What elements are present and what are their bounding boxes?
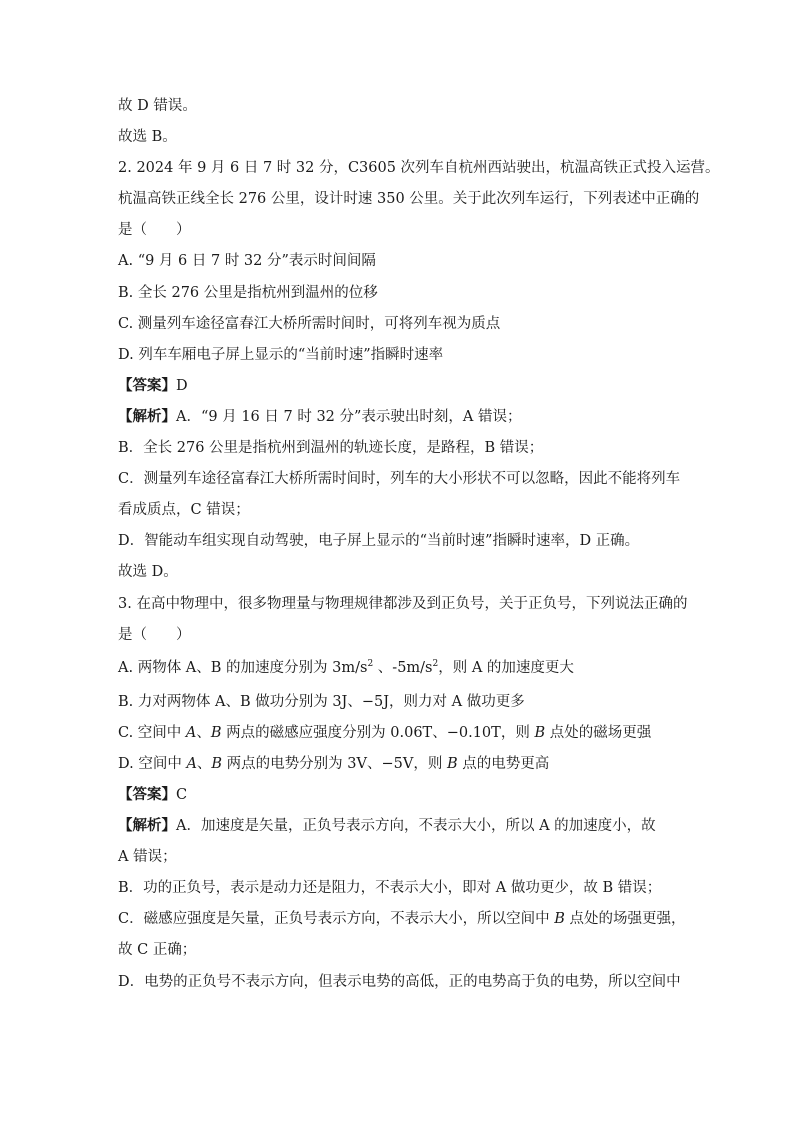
option-c-point-b: B [210,724,222,741]
question-3-analysis-5: 故 C 正确； [118,942,197,959]
analysis-label: 【解析】 [118,407,176,425]
option-d-text-end: 点的电势更高 [457,755,550,772]
option-c-text-mid: 两点的磁感应强度分别为 0.06T、−0.10T，则 [221,724,535,741]
document-page [118,96,720,1003]
answer-label: 【答案】 [118,785,176,803]
question-2-option-d: D. 列车车厢电子屏上显示的“当前时速”指瞬时速率 [118,346,444,363]
answer-label: 【答案】 [118,376,176,394]
question-3-analysis-4 [118,909,688,940]
analysis-text-end: 点处的场强更强， [564,911,686,928]
question-3-answer [118,785,688,816]
option-d-point-b: B [211,755,223,772]
option-d-text-mid: 两点的电势分别为 3V、−5V，则 [222,755,447,772]
option-a-text-end: ，则 A 的加速度更大 [438,659,574,676]
question-3-option-a [118,656,688,692]
question-3-option-c [118,723,688,754]
question-3-analysis-2: A 错误； [118,849,177,866]
question-3-analysis-6: D．电势的正负号不表示方向，但表示电势的高低，正的电势高于负的电势，所以空间中 [118,973,681,990]
question-2-analysis-4: 看成质点，C 错误； [118,502,250,519]
question-2-option-b: B. 全长 276 公里是指杭州到温州的位移 [118,284,378,301]
analysis-text: A．加速度是矢量，正负号表示方向，不表示大小，所以 A 的加速度小，故 [176,818,656,835]
text-line-1: 故 D 错误。 [118,98,197,114]
option-c-point-a: A [185,724,197,741]
analysis-text: C．磁感应强度是矢量，正负号表示方向，不表示大小，所以空间中 [118,911,555,928]
question-2-analysis-1 [118,407,688,438]
question-2-option-a: A. “9 月 6 日 7 时 32 分”表示时间间隔 [118,253,376,270]
option-c-text-end: 点处的磁场更强 [545,724,652,741]
question-2-stem-3: 是（ ） [118,222,191,239]
question-2-stem-2: 杭温高铁正线全长 276 公里，设计时速 350 公里。关于此次列车运行，下列表述中正确的 [118,191,700,208]
option-d-sep: 、 [196,755,212,772]
question-3-stem-2: 是（ ） [118,626,191,643]
analysis-point-b: B [554,911,565,928]
option-c-text: C. 空间中 [118,724,186,741]
question-2-option-c: C. 测量列车途径富春江大桥所需时间时，可将列车视为质点 [118,315,501,332]
question-3-stem-1: 3. 在高中物理中，很多物理量与物理规律都涉及到正负号，关于正负号，下列说法正确的 [118,595,688,612]
question-3-option-d [118,754,688,785]
option-a-exponent-1: 2 [367,658,374,669]
question-3-option-b: B. 力对两物体 A、B 做功分别为 3J、−5J，则力对 A 做功更多 [118,693,525,710]
option-d-point-a: A [186,755,197,772]
answer-value: D [176,377,188,394]
question-2-analysis-3: C．测量列车途径富春江大桥所需时间时，列车的大小形状不可以忽略，因此不能将列车 [118,471,681,488]
question-2-answer [118,376,688,407]
question-3-analysis-3: B．功的正负号，表示是动力还是阻力，不表示大小，即对 A 做功更少，故 B 错误； [118,880,662,897]
option-a-text-mid: 、-5m/s [373,659,433,676]
question-2-conclusion: 故选 D。 [118,564,178,581]
text-line-2: 故选 B。 [118,129,177,146]
option-a-text: A. 两物体 A、B 的加速度分别为 3m/s [118,659,368,676]
question-2-stem-1: 2. 2024 年 9 月 6 日 7 时 32 分，C3605 次列车自杭州西站驶出，杭温高铁正式投入运营。 [118,160,720,177]
option-a-exponent-2: 2 [432,658,439,669]
answer-value: C [176,786,188,803]
question-3-analysis-1 [118,816,688,847]
question-2-analysis-5: D．智能动车组实现自动驾驶，电子屏上显示的“当前时速”指瞬时速率，D 正确。 [118,533,640,550]
option-d-point-b2: B [446,755,458,772]
analysis-label: 【解析】 [118,817,176,835]
analysis-text: A．“9 月 16 日 7 时 32 分”表示驶出时刻，A 错误； [176,408,522,425]
question-2-analysis-2: B．全长 276 公里是指杭州到温州的轨迹长度，是路程，B 错误； [118,440,544,457]
option-c-point-b2: B [534,724,546,741]
option-d-text: D. 空间中 [118,755,187,772]
option-c-sep: 、 [196,724,211,741]
